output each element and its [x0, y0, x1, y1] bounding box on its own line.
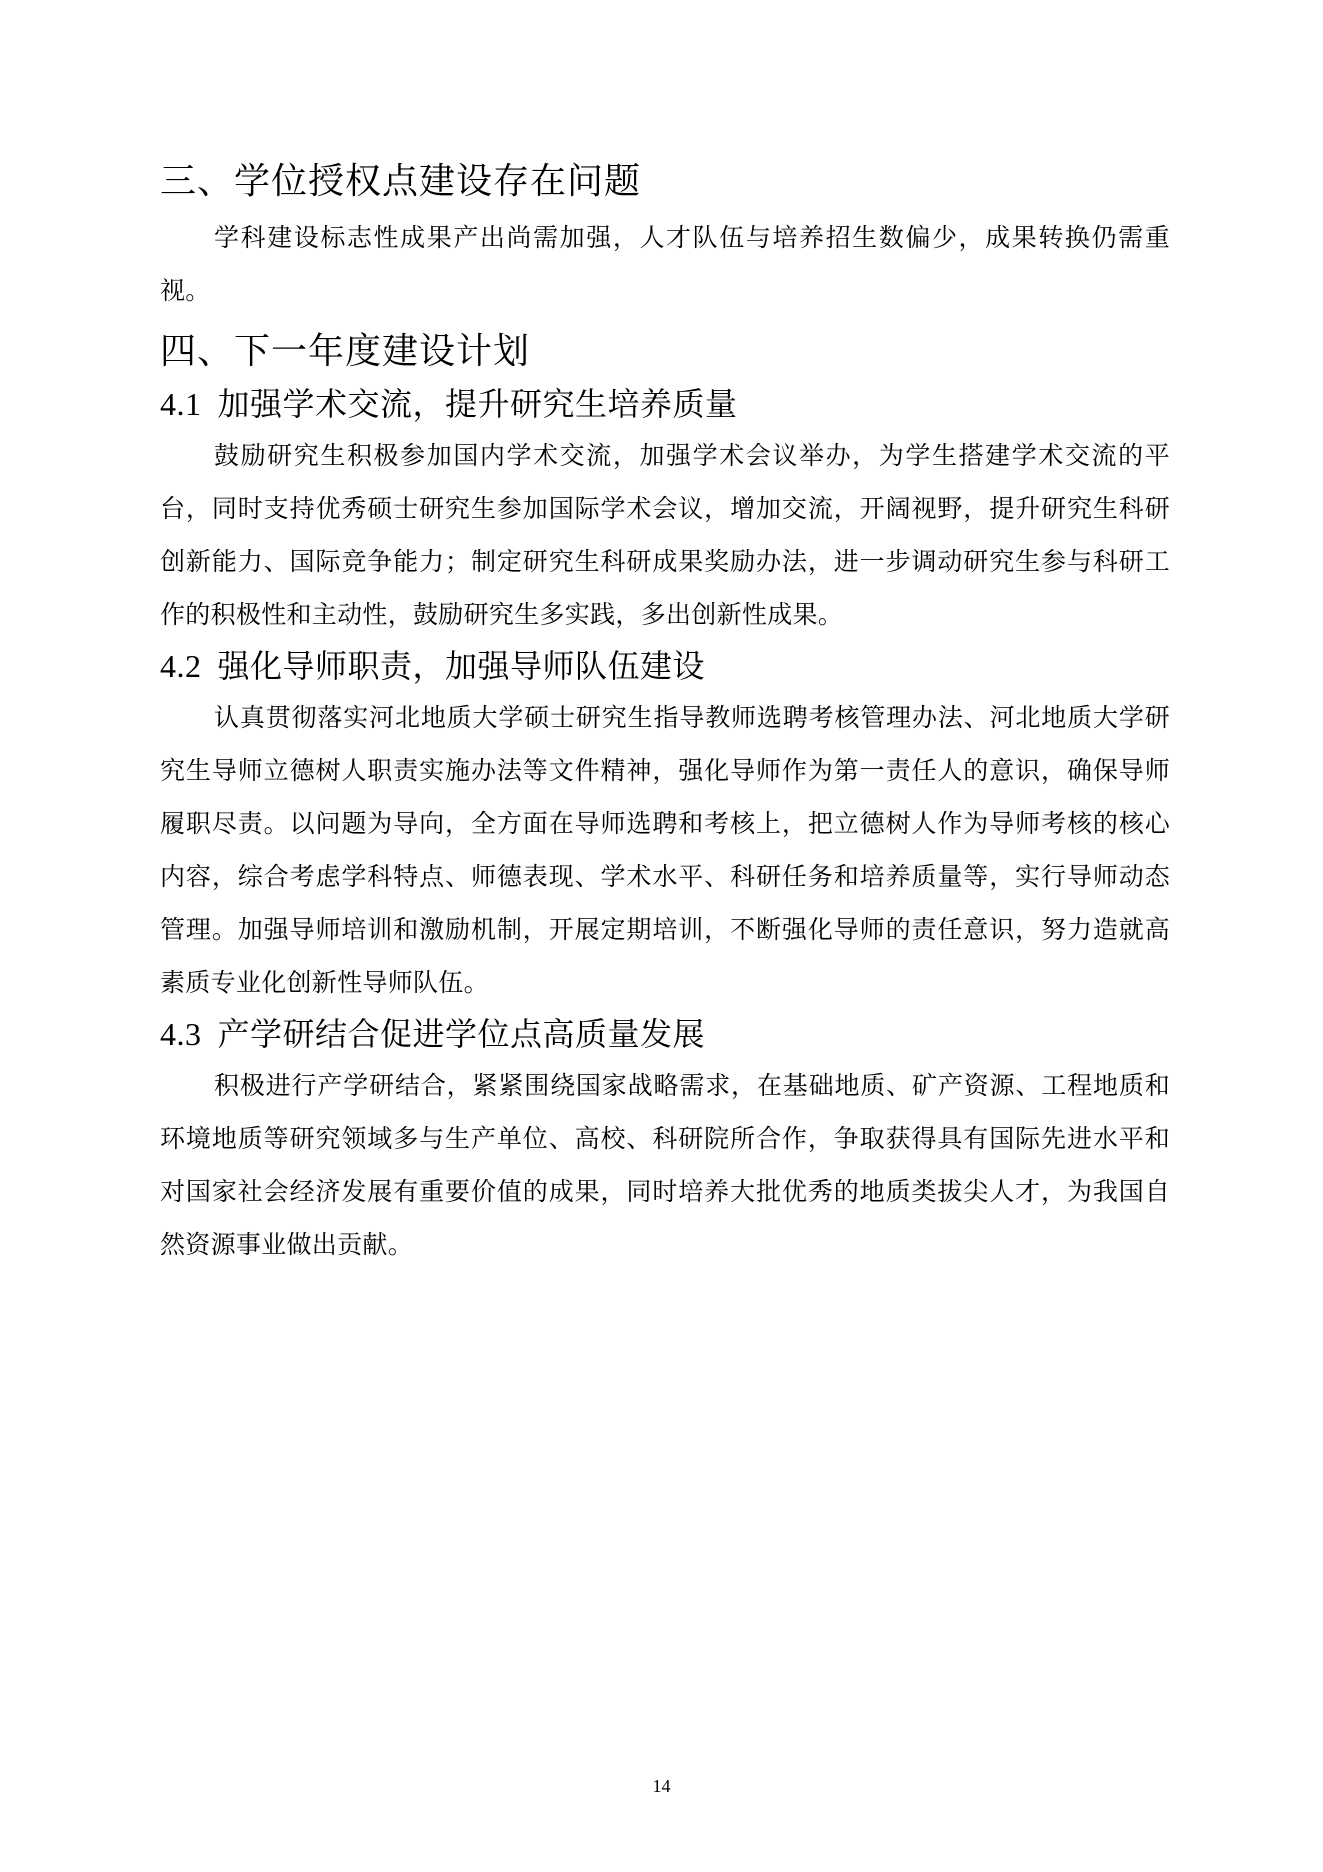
- subsection-number: 4.2: [160, 648, 202, 684]
- subsection-paragraph-4-1: 鼓励研究生积极参加国内学术交流，加强学术会议举办，为学生搭建学术交流的平台，同时支持优秀硕士研究生参加国际学术会议，增加交流，开阔视野，提升研究生科研创新能力、国际竞争能力；制定研究生科研成果奖励办法，进一步调动研究生参与科研工作的积极性和主动性，鼓励研究生多实践，多出创新性成果。: [160, 441, 1170, 629]
- subsection-number: 4.1: [160, 386, 202, 422]
- subsection-heading-4-3: [160, 1009, 1170, 1059]
- section-paragraph-problems: 学科建设标志性成果产出尚需加强，人才队伍与培养招生数偏少，成果转换仍需重视。: [160, 223, 1170, 305]
- section-heading-plan: 四、下一年度建设计划: [160, 331, 531, 372]
- section-heading-problems: 三、学位授权点建设存在问题: [160, 161, 642, 202]
- page-content: [160, 155, 1170, 1271]
- subsection-heading-4-1: [160, 379, 1170, 429]
- subsection-heading-4-2: [160, 641, 1170, 691]
- subsection-paragraph-4-2: 认真贯彻落实河北地质大学硕士研究生指导教师选聘考核管理办法、河北地质大学研究生导师立德树人职责实施办法等文件精神，强化导师作为第一责任人的意识，确保导师履职尽责。以问题为导向，全方面在导师选聘和考核上，把立德树人作为导师考核的核心内容，综合考虑学科特点、师德表现、学术水平、科研任务和培养质量等，实行导师动态管理。加强导师培训和激励机制，开展定期培训，不断强化导师的责任意识，努力造就高素质专业化创新性导师队伍。: [160, 703, 1170, 997]
- page-number: 14: [652, 1776, 671, 1796]
- subsection-title: 产学研结合促进学位点高质量发展: [217, 1015, 706, 1053]
- subsection-paragraph-4-3: 积极进行产学研结合，紧紧围绕国家战略需求，在基础地质、矿产资源、工程地质和环境地质等研究领域多与生产单位、高校、科研院所合作，争取获得具有国际先进水平和对国家社会经济发展有重要价值的成果，同时培养大批优秀的地质类拔尖人才，为我国自然资源事业做出贡献。: [160, 1071, 1170, 1259]
- subsection-title: 加强学术交流，提升研究生培养质量: [217, 385, 738, 423]
- subsection-title: 强化导师职责，加强导师队伍建设: [217, 647, 706, 685]
- subsection-number: 4.3: [160, 1016, 202, 1052]
